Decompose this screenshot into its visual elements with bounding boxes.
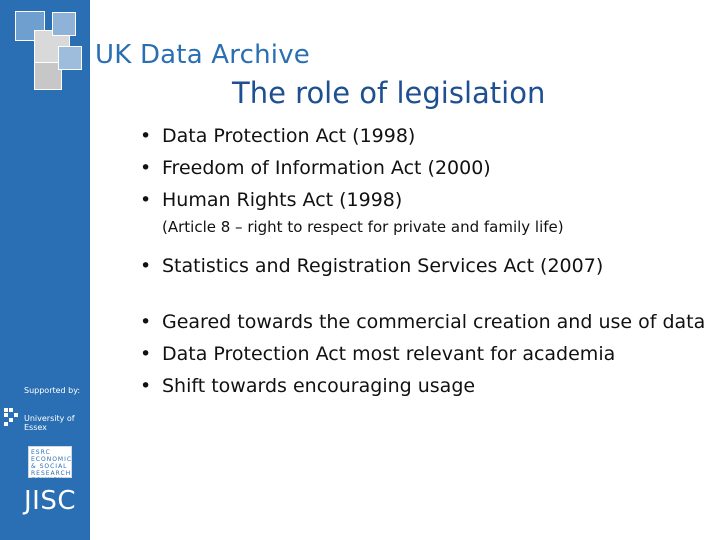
essex-squares-icon [4, 408, 18, 426]
esrc-logo-text: ESRC ECONOMIC & SOCIAL RESEARCH COUNCIL [31, 449, 73, 484]
bullet-text: Statistics and Registration Services Act (2007) [162, 255, 604, 277]
bullet-icon: • [140, 125, 152, 147]
university-of-essex-logo [4, 406, 90, 430]
bullet-text: Freedom of Information Act (2000) [162, 157, 491, 179]
bullet-item [140, 342, 710, 366]
bullet-icon: • [140, 189, 152, 211]
bullet-item [140, 188, 710, 212]
bullet-list [140, 124, 710, 406]
essex-label: University of Essex [24, 414, 75, 432]
bullet-text: Human Rights Act (1998) [162, 189, 403, 211]
article-subnote: (Article 8 – right to respect for private and family life) [162, 218, 564, 236]
bullet-text: Shift towards encouraging usage [162, 375, 476, 397]
brand-name: UK Data Archive [95, 40, 310, 70]
bullet-text: Geared towards the commercial creation and use of data [162, 311, 706, 333]
bullet-icon: • [140, 375, 152, 397]
bullet-item [140, 310, 710, 334]
logo-square-5 [58, 46, 82, 70]
bullet-icon: • [140, 311, 152, 333]
spacer [140, 286, 710, 310]
bullet-text: Data Protection Act most relevant for academia [162, 343, 616, 365]
bullet-text: Data Protection Act (1998) [162, 125, 416, 147]
bullet-icon: • [140, 157, 152, 179]
bullet-item [140, 156, 710, 180]
bullet-icon: • [140, 343, 152, 365]
bullet-item [140, 124, 710, 148]
bullet-icon: • [140, 255, 152, 277]
uk-data-archive-logo [12, 6, 82, 96]
bullet-item [140, 254, 710, 278]
logo-square-3 [52, 12, 76, 36]
slide-title: The role of legislation [232, 76, 546, 110]
supported-by-label: Supported by: [24, 386, 81, 395]
bullet-item [140, 374, 710, 398]
jisc-logo: JISC [24, 486, 76, 516]
esrc-logo [28, 446, 73, 484]
